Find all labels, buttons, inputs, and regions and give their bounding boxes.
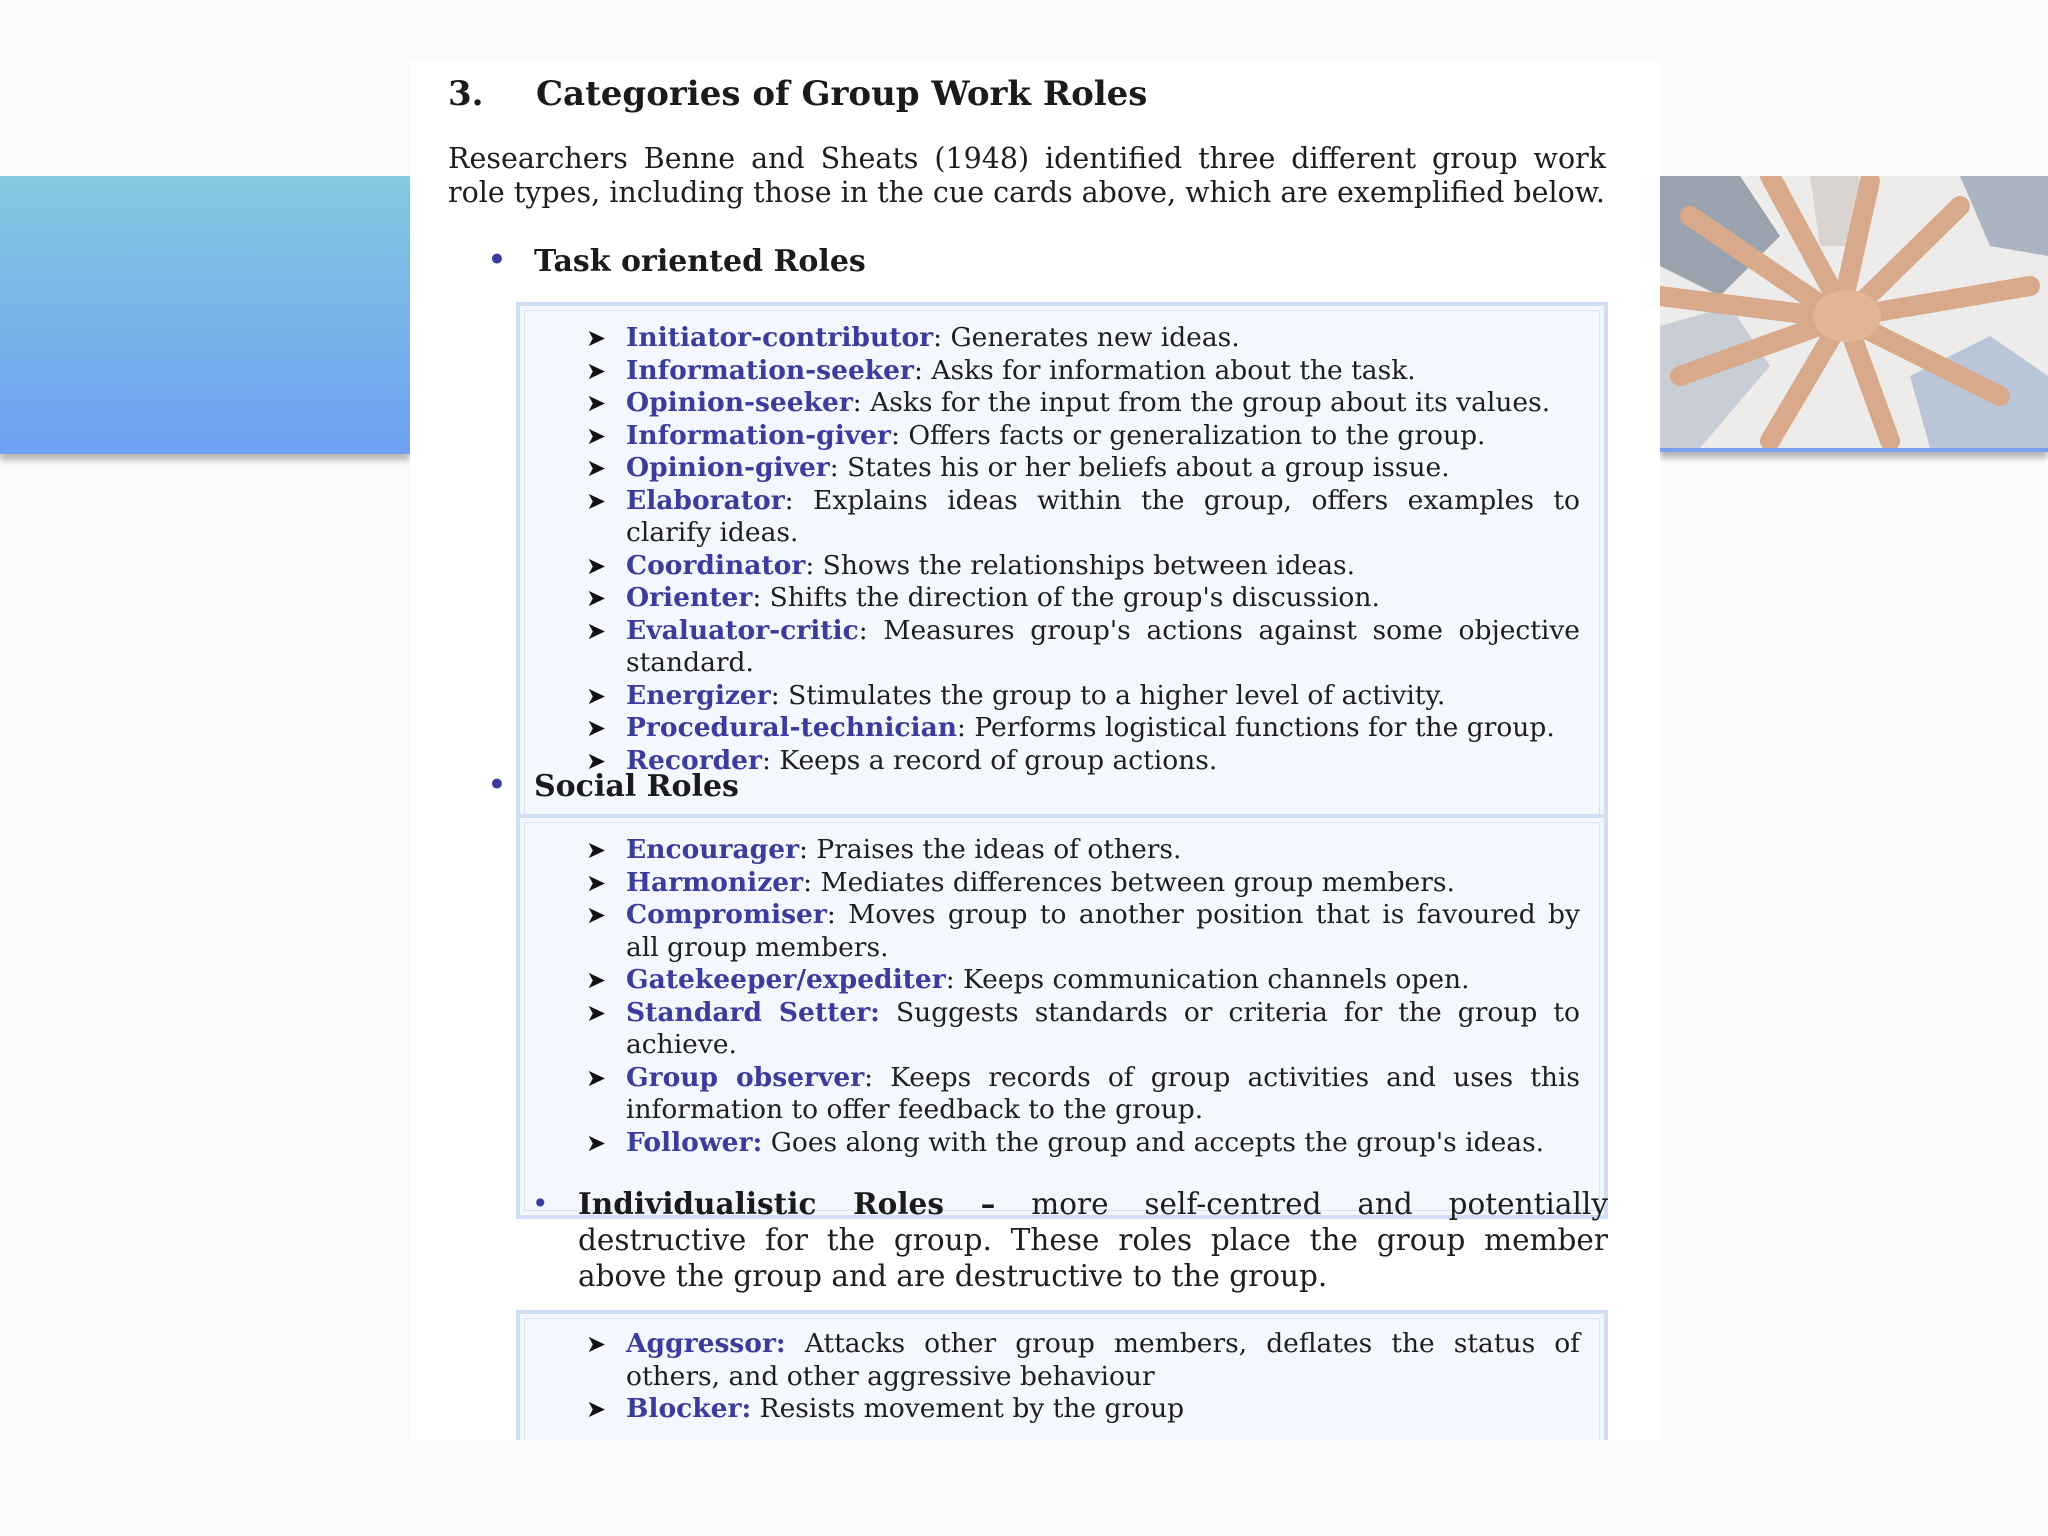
role-item <box>520 615 1604 680</box>
role-item <box>520 712 1604 745</box>
role-term: Information-giver <box>626 419 891 451</box>
arrowhead-icon: ➤ <box>586 901 607 929</box>
role-term: Opinion-seeker <box>626 387 853 418</box>
role-description: : Mediates differences between group members. <box>803 866 1455 898</box>
role-item <box>520 420 1604 453</box>
role-description: : Shows the relationships between ideas. <box>805 549 1356 581</box>
role-description: : Explains ideas within the group, offers examples to clarify ideas. <box>626 484 1580 548</box>
role-description: : Offers facts or generalization to the group. <box>890 419 1486 451</box>
role-item <box>520 1062 1604 1127</box>
role-item <box>520 867 1604 900</box>
role-term: Aggressor: <box>626 1328 786 1359</box>
role-item <box>520 485 1604 550</box>
role-term: Energizer <box>626 679 771 711</box>
role-item <box>520 322 1604 355</box>
left-blue-band <box>0 176 410 454</box>
role-item <box>520 582 1604 615</box>
task-roles-heading: • Task oriented Roles <box>534 244 866 279</box>
arrowhead-icon: ➤ <box>586 868 607 897</box>
arrowhead-icon: ➤ <box>586 616 607 645</box>
role-description: : Shifts the direction of the group's discussion. <box>752 582 1380 613</box>
intro-paragraph: Researchers Benne and Sheats (1948) identified three different group work role types, including those in the cue cards above, which are exemplified below. <box>448 142 1606 209</box>
role-term: Opinion-giver <box>626 452 830 483</box>
role-description: Resists movement by the group <box>751 1393 1185 1424</box>
individualistic-roles-paragraph <box>578 1186 1608 1294</box>
role-term: Group observer <box>626 1061 865 1093</box>
role-item <box>520 355 1604 388</box>
section-heading <box>448 74 1147 114</box>
role-description: : Asks for the input from the group about its values. <box>852 387 1551 418</box>
role-item <box>520 680 1604 713</box>
role-term: Encourager <box>626 834 800 865</box>
role-description: Attacks other group members, deflates the status of others, and other aggressive behaviour <box>626 1328 1580 1392</box>
role-description: : Praises the ideas of others. <box>799 834 1182 865</box>
task-roles-box <box>516 302 1608 824</box>
individualistic-roles-heading: Individualistic Roles – <box>578 1186 996 1221</box>
individualistic-roles-text: more self-centred and potentially destructive for the group. These roles place the group member above the group and are destructive to the group. <box>578 1187 1608 1293</box>
role-description: : Moves group to another position that is favoured by all group members. <box>626 899 1580 963</box>
role-item <box>520 452 1604 485</box>
role-item <box>520 834 1604 867</box>
arrowhead-icon: ➤ <box>586 966 607 994</box>
arrowhead-icon: ➤ <box>586 998 607 1027</box>
arrowhead-icon: ➤ <box>586 746 607 775</box>
arrowhead-icon: ➤ <box>586 356 607 385</box>
role-item <box>520 550 1604 583</box>
arrowhead-icon: ➤ <box>586 1330 607 1358</box>
role-term: Information-seeker <box>626 354 914 386</box>
role-description: : Keeps records of group activities and uses this information to offer feedback to the group. <box>626 1061 1580 1125</box>
arrowhead-icon: ➤ <box>586 551 607 580</box>
arrowhead-icon: ➤ <box>586 486 607 515</box>
role-item <box>520 1328 1604 1393</box>
role-item <box>520 997 1604 1062</box>
team-hands-photo <box>1660 176 2048 448</box>
arrowhead-icon: ➤ <box>586 584 607 612</box>
arrowhead-icon: ➤ <box>586 681 607 710</box>
arrowhead-icon: ➤ <box>586 1063 607 1092</box>
arrowhead-icon: ➤ <box>586 836 607 864</box>
role-term: Orienter <box>626 582 753 613</box>
role-description: : Stimulates the group to a higher level of activity. <box>770 679 1446 711</box>
role-term: Procedural-technician <box>626 712 958 743</box>
right-blue-band <box>1660 176 2048 452</box>
role-item <box>520 964 1604 997</box>
section-number: 3. <box>448 74 484 114</box>
role-item <box>520 1127 1604 1160</box>
arrowhead-icon: ➤ <box>586 389 607 417</box>
role-term: Follower: <box>626 1126 763 1158</box>
role-description: : States his or her beliefs about a group issue. <box>829 452 1450 483</box>
role-description: : Performs logistical functions for the group. <box>957 712 1555 743</box>
individualistic-roles-box <box>516 1310 1608 1440</box>
role-description: : Measures group's actions against some objective standard. <box>626 614 1580 678</box>
section-title: Categories of Group Work Roles <box>536 74 1148 114</box>
role-term: Initiator-contributor <box>626 322 934 353</box>
role-item <box>520 387 1604 420</box>
role-description: : Generates new ideas. <box>933 322 1240 353</box>
role-term: Blocker: <box>626 1393 752 1424</box>
role-term: Evaluator-critic <box>626 614 859 646</box>
arrowhead-icon: ➤ <box>586 324 607 352</box>
role-term: Coordinator <box>626 549 806 581</box>
role-description: : Keeps communication channels open. <box>945 964 1470 995</box>
role-description: : Keeps a record of group actions. <box>762 744 1218 776</box>
social-roles-heading: • Social Roles <box>534 769 739 804</box>
social-roles-box <box>516 814 1608 1219</box>
role-description: Suggests standards or criteria for the group to achieve. <box>626 996 1580 1060</box>
role-term: Gatekeeper/expediter <box>626 964 946 995</box>
role-term: Recorder <box>626 744 763 776</box>
arrowhead-icon: ➤ <box>586 1395 607 1423</box>
arrowhead-icon: ➤ <box>586 1128 607 1157</box>
role-term: Compromiser <box>626 899 827 930</box>
role-item <box>520 1393 1604 1426</box>
role-description: : Asks for information about the task. <box>913 354 1416 386</box>
arrowhead-icon: ➤ <box>586 454 607 482</box>
arrowhead-icon: ➤ <box>586 421 607 450</box>
role-item <box>520 899 1604 964</box>
role-description: Goes along with the group and accepts the group's ideas. <box>762 1126 1545 1158</box>
document-page <box>410 62 1660 1440</box>
role-term: Standard Setter: <box>626 996 880 1028</box>
role-term: Elaborator <box>626 484 785 516</box>
role-term: Harmonizer <box>626 866 804 898</box>
arrowhead-icon: ➤ <box>586 714 607 742</box>
